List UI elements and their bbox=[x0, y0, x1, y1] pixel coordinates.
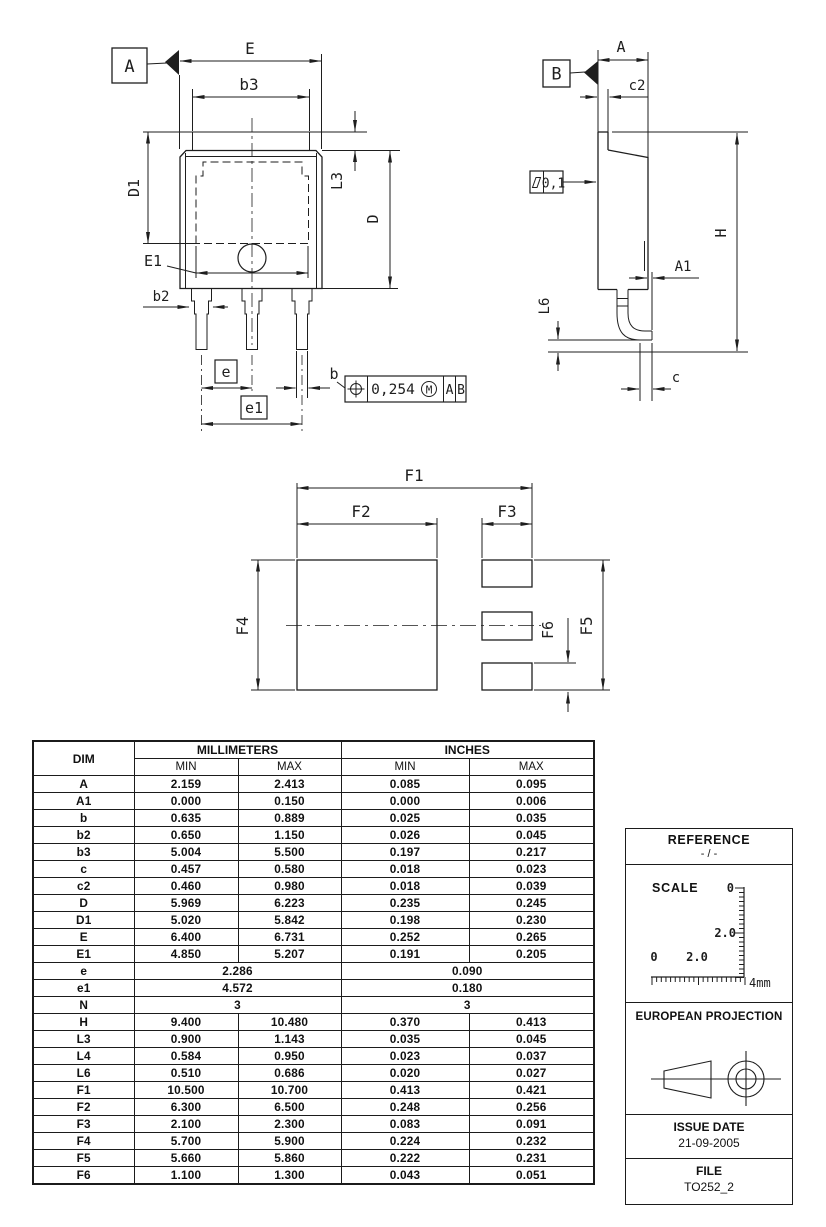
dim-h-label: H bbox=[712, 228, 730, 238]
value-cell: 0.085 bbox=[341, 776, 469, 793]
col-header-inches: INCHES bbox=[341, 741, 594, 759]
lead-pad-3 bbox=[482, 663, 532, 690]
col-header-in-max: MAX bbox=[469, 759, 594, 776]
mmc-modifier-letter: M bbox=[425, 383, 433, 397]
value-cell: 0.231 bbox=[469, 1150, 594, 1167]
table-row bbox=[33, 1082, 594, 1099]
datum-b-label: B bbox=[551, 64, 562, 85]
projection-title: EUROPEAN PROJECTION bbox=[635, 1011, 783, 1023]
value-cell: 0.045 bbox=[469, 827, 594, 844]
tolerance-datum-2: B bbox=[457, 383, 465, 398]
value-cell: 0.035 bbox=[469, 810, 594, 827]
value-cell: 0.265 bbox=[469, 929, 594, 946]
dim-cell: e bbox=[33, 963, 134, 980]
table-row bbox=[33, 929, 594, 946]
col-header-millimeters: MILLIMETERS bbox=[134, 741, 341, 759]
value-cell: 0.510 bbox=[134, 1065, 238, 1082]
value-cell: 0.180 bbox=[341, 980, 594, 997]
dim-a-label: A bbox=[616, 38, 626, 56]
value-cell: 0.460 bbox=[134, 878, 238, 895]
value-cell: 1.143 bbox=[238, 1031, 341, 1048]
table-row bbox=[33, 895, 594, 912]
value-cell: 0.025 bbox=[341, 810, 469, 827]
value-cell: 0.457 bbox=[134, 861, 238, 878]
value-cell: 0.370 bbox=[341, 1014, 469, 1031]
dim-cell: b3 bbox=[33, 844, 134, 861]
flatness-value: 0,1 bbox=[541, 176, 566, 192]
scale-ruler-icon bbox=[626, 865, 791, 1000]
table-row bbox=[33, 946, 594, 963]
package-body-outline bbox=[180, 151, 322, 289]
dim-cell: F4 bbox=[33, 1133, 134, 1150]
value-cell: 10.500 bbox=[134, 1082, 238, 1099]
value-cell: 10.700 bbox=[238, 1082, 341, 1099]
table-row bbox=[33, 1065, 594, 1082]
value-cell: 0.018 bbox=[341, 861, 469, 878]
col-header-mm-max: MAX bbox=[238, 759, 341, 776]
value-cell: 0.421 bbox=[469, 1082, 594, 1099]
value-cell: 0.090 bbox=[341, 963, 594, 980]
dim-cell: A1 bbox=[33, 793, 134, 810]
value-cell: 2.300 bbox=[238, 1116, 341, 1133]
dim-cell: N bbox=[33, 997, 134, 1014]
value-cell: 5.020 bbox=[134, 912, 238, 929]
value-cell: 0.900 bbox=[134, 1031, 238, 1048]
dim-b2-label: b2 bbox=[152, 289, 170, 305]
table-row bbox=[33, 1150, 594, 1167]
table-row bbox=[33, 776, 594, 793]
dim-c2-label: c2 bbox=[628, 78, 646, 94]
dim-cell: L4 bbox=[33, 1048, 134, 1065]
dim-e-pitch-label: e bbox=[221, 363, 231, 381]
value-cell: 0.198 bbox=[341, 912, 469, 929]
footprint-view bbox=[233, 466, 610, 712]
table-row bbox=[33, 912, 594, 929]
value-cell: 0.035 bbox=[341, 1031, 469, 1048]
dim-cell: H bbox=[33, 1014, 134, 1031]
value-cell: 6.223 bbox=[238, 895, 341, 912]
datum-a-label: A bbox=[124, 57, 135, 77]
issue-date-section bbox=[626, 1114, 792, 1158]
dim-l3-label: L3 bbox=[328, 171, 346, 191]
scale-label: SCALE bbox=[652, 881, 699, 895]
value-cell: 2.159 bbox=[134, 776, 238, 793]
value-cell: 0.950 bbox=[238, 1048, 341, 1065]
value-cell: 5.969 bbox=[134, 895, 238, 912]
side-view bbox=[530, 38, 748, 401]
dim-cell: E bbox=[33, 929, 134, 946]
dim-f6-label: F6 bbox=[539, 620, 557, 640]
value-cell: 9.400 bbox=[134, 1014, 238, 1031]
dim-table-body bbox=[33, 776, 594, 1185]
value-cell: 5.842 bbox=[238, 912, 341, 929]
value-cell: 0.245 bbox=[469, 895, 594, 912]
value-cell: 5.500 bbox=[238, 844, 341, 861]
value-cell: 4.572 bbox=[134, 980, 341, 997]
col-header-dim: DIM bbox=[33, 741, 134, 776]
tolerance-datum-1: A bbox=[445, 383, 454, 398]
scale-v0: 0 bbox=[726, 881, 734, 895]
reference-title: REFERENCE bbox=[667, 833, 751, 847]
file-section bbox=[626, 1158, 792, 1200]
value-cell: 5.900 bbox=[238, 1133, 341, 1150]
dim-cell: e1 bbox=[33, 980, 134, 997]
scale-h0: 0 bbox=[650, 950, 658, 964]
value-cell: 0.091 bbox=[469, 1116, 594, 1133]
value-cell: 0.584 bbox=[134, 1048, 238, 1065]
scale-section bbox=[626, 864, 792, 1002]
scale-unit: 4mm bbox=[749, 976, 771, 990]
value-cell: 3 bbox=[134, 997, 341, 1014]
value-cell: 5.660 bbox=[134, 1150, 238, 1167]
value-cell: 0.000 bbox=[341, 793, 469, 810]
value-cell: 0.230 bbox=[469, 912, 594, 929]
dim-e1-label: E1 bbox=[143, 252, 163, 270]
dim-cell: F6 bbox=[33, 1167, 134, 1185]
value-cell: 4.850 bbox=[134, 946, 238, 963]
dim-cell: c bbox=[33, 861, 134, 878]
side-lead bbox=[617, 290, 652, 341]
value-cell: 0.248 bbox=[341, 1099, 469, 1116]
value-cell: 0.150 bbox=[238, 793, 341, 810]
dim-cell: L6 bbox=[33, 1065, 134, 1082]
value-cell: 0.023 bbox=[341, 1048, 469, 1065]
value-cell: 5.860 bbox=[238, 1150, 341, 1167]
dim-cell: A bbox=[33, 776, 134, 793]
value-cell: 6.731 bbox=[238, 929, 341, 946]
value-cell: 0.686 bbox=[238, 1065, 341, 1082]
value-cell: 0.635 bbox=[134, 810, 238, 827]
value-cell: 0.580 bbox=[238, 861, 341, 878]
tolerance-value: 0,254 bbox=[371, 382, 415, 398]
file-label: FILE bbox=[696, 1164, 722, 1178]
first-angle-projection-icon bbox=[626, 1032, 791, 1112]
file-value: TO252_2 bbox=[684, 1180, 734, 1194]
table-row bbox=[33, 963, 594, 980]
dim-b-label: b bbox=[329, 365, 339, 383]
dim-l6-label: L6 bbox=[537, 297, 553, 315]
dim-cell: F2 bbox=[33, 1099, 134, 1116]
value-cell: 6.500 bbox=[238, 1099, 341, 1116]
value-cell: 2.413 bbox=[238, 776, 341, 793]
dim-cell: D1 bbox=[33, 912, 134, 929]
table-row bbox=[33, 861, 594, 878]
value-cell: 0.980 bbox=[238, 878, 341, 895]
value-cell: 0.224 bbox=[341, 1133, 469, 1150]
dim-cell: b bbox=[33, 810, 134, 827]
value-cell: 5.700 bbox=[134, 1133, 238, 1150]
table-row bbox=[33, 1014, 594, 1031]
title-block bbox=[625, 828, 793, 1205]
issue-date-label: ISSUE DATE bbox=[673, 1120, 745, 1134]
table-row bbox=[33, 810, 594, 827]
value-cell: 0.650 bbox=[134, 827, 238, 844]
value-cell: 0.222 bbox=[341, 1150, 469, 1167]
dim-e-label: E bbox=[245, 39, 255, 58]
issue-date-value: 21-09-2005 bbox=[678, 1136, 740, 1150]
value-cell: 2.286 bbox=[134, 963, 341, 980]
value-cell: 0.217 bbox=[469, 844, 594, 861]
value-cell: 0.020 bbox=[341, 1065, 469, 1082]
value-cell: 0.413 bbox=[341, 1082, 469, 1099]
value-cell: 0.252 bbox=[341, 929, 469, 946]
value-cell: 0.889 bbox=[238, 810, 341, 827]
value-cell: 0.205 bbox=[469, 946, 594, 963]
scale-v2: 2.0 bbox=[714, 926, 736, 940]
datum-b-triangle-icon bbox=[584, 61, 598, 85]
table-row bbox=[33, 878, 594, 895]
dim-cell: L3 bbox=[33, 1031, 134, 1048]
table-row bbox=[33, 1116, 594, 1133]
dim-cell: E1 bbox=[33, 946, 134, 963]
value-cell: 5.004 bbox=[134, 844, 238, 861]
value-cell: 0.026 bbox=[341, 827, 469, 844]
dim-f1-label: F1 bbox=[404, 466, 424, 485]
dim-d-label: D bbox=[364, 214, 382, 224]
value-cell: 0.037 bbox=[469, 1048, 594, 1065]
value-cell: 0.413 bbox=[469, 1014, 594, 1031]
table-row bbox=[33, 844, 594, 861]
table-row bbox=[33, 1099, 594, 1116]
dim-a1-label: A1 bbox=[674, 259, 692, 275]
dim-f5-label: F5 bbox=[577, 616, 596, 636]
reference-section bbox=[626, 829, 792, 864]
table-row bbox=[33, 1048, 594, 1065]
dim-cell: b2 bbox=[33, 827, 134, 844]
value-cell: 0.083 bbox=[341, 1116, 469, 1133]
value-cell: 0.256 bbox=[469, 1099, 594, 1116]
value-cell: 0.027 bbox=[469, 1065, 594, 1082]
table-row bbox=[33, 793, 594, 810]
value-cell: 0.232 bbox=[469, 1133, 594, 1150]
value-cell: 0.191 bbox=[341, 946, 469, 963]
table-row bbox=[33, 1167, 594, 1185]
value-cell: 0.043 bbox=[341, 1167, 469, 1185]
front-view bbox=[112, 39, 466, 432]
value-cell: 5.207 bbox=[238, 946, 341, 963]
value-cell: 10.480 bbox=[238, 1014, 341, 1031]
lead-pad-2 bbox=[482, 612, 532, 640]
dim-f2-label: F2 bbox=[351, 502, 371, 521]
dim-b3-label: b3 bbox=[239, 75, 259, 94]
dim-f3-label: F3 bbox=[497, 502, 517, 521]
dim-f4-label: F4 bbox=[233, 616, 252, 636]
dim-cell: F3 bbox=[33, 1116, 134, 1133]
dim-cell: D bbox=[33, 895, 134, 912]
tab-pad bbox=[297, 560, 437, 690]
value-cell: 2.100 bbox=[134, 1116, 238, 1133]
table-row bbox=[33, 827, 594, 844]
value-cell: 0.051 bbox=[469, 1167, 594, 1185]
dim-cell: F1 bbox=[33, 1082, 134, 1099]
value-cell: 0.023 bbox=[469, 861, 594, 878]
scale-h2: 2.0 bbox=[686, 950, 708, 964]
datum-a-triangle-icon bbox=[165, 50, 179, 75]
dim-cell: c2 bbox=[33, 878, 134, 895]
value-cell: 1.150 bbox=[238, 827, 341, 844]
dim-e1-pitch-label: e1 bbox=[244, 399, 264, 417]
value-cell: 0.018 bbox=[341, 878, 469, 895]
dim-cell: F5 bbox=[33, 1150, 134, 1167]
value-cell: 1.300 bbox=[238, 1167, 341, 1185]
value-cell: 0.045 bbox=[469, 1031, 594, 1048]
dim-c-label: c bbox=[671, 370, 681, 386]
col-header-mm-min: MIN bbox=[134, 759, 238, 776]
dim-d1-label: D1 bbox=[125, 178, 143, 198]
value-cell: 0.039 bbox=[469, 878, 594, 895]
value-cell: 0.095 bbox=[469, 776, 594, 793]
value-cell: 0.006 bbox=[469, 793, 594, 810]
reference-value: - / - bbox=[700, 848, 718, 860]
value-cell: 1.100 bbox=[134, 1167, 238, 1185]
dimension-table bbox=[32, 740, 595, 1185]
table-row bbox=[33, 1031, 594, 1048]
table-row bbox=[33, 997, 594, 1014]
value-cell: 0.197 bbox=[341, 844, 469, 861]
value-cell: 3 bbox=[341, 997, 594, 1014]
value-cell: 6.400 bbox=[134, 929, 238, 946]
table-row bbox=[33, 980, 594, 997]
table-row bbox=[33, 1133, 594, 1150]
value-cell: 6.300 bbox=[134, 1099, 238, 1116]
lead-pad-1 bbox=[482, 560, 532, 587]
value-cell: 0.000 bbox=[134, 793, 238, 810]
value-cell: 0.235 bbox=[341, 895, 469, 912]
col-header-in-min: MIN bbox=[341, 759, 469, 776]
projection-section bbox=[626, 1002, 792, 1114]
